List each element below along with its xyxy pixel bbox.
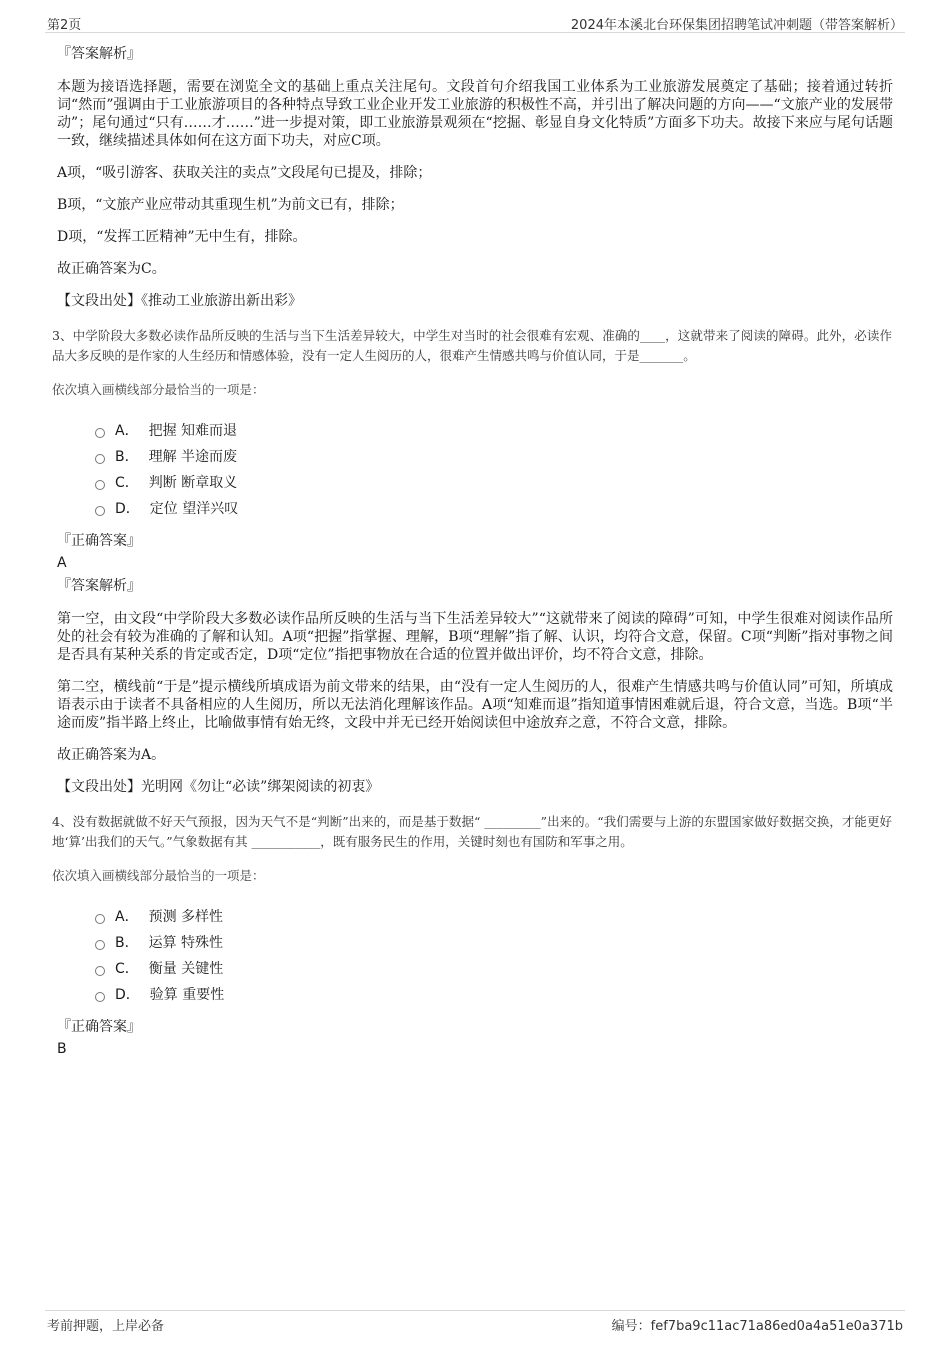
analysis-paragraph: A项，“吸引游客、获取关注的卖点”文段尾句已提及，排除； <box>57 165 432 181</box>
analysis-conclusion: 故正确答案为C。 <box>57 261 166 277</box>
analysis-paragraph: 第一空，由文段“中学阶段大多数必读作品所反映的生活与当下生活差异较大”“这就带来了阅读的障碍”可知，中学生很难对阅读作品所处的社会有较为准确的了解和认知。A项“把握”指掌握、理解，B项“理解”指了解、认识，均符合文意，保留。C项“判断”指对事物之间是否具有某种关系的肯定或否定，D项“定位”指把事物放在合适的位置并做出评价，均不符合文意，排除。 <box>57 611 893 663</box>
analysis-paragraph: D项，“发挥工匠精神”无中生有，排除。 <box>57 229 307 245</box>
option-c[interactable]: C． 衡量 关键性 <box>95 956 893 982</box>
document-title: 2024年本溪北台环保集团招聘笔试冲刺题（带答案解析） <box>570 18 903 33</box>
radio-icon[interactable] <box>95 966 105 976</box>
source-citation: 【文段出处】《推动工业旅游出新出彩》 <box>57 293 302 309</box>
question-4-options <box>95 904 893 1008</box>
radio-icon[interactable] <box>95 914 105 924</box>
page-number: 第2页 <box>47 18 82 33</box>
analysis-paragraph: 第二空，横线前“于是”提示横线所填成语为前文带来的结果，由“没有一定人生阅历的人，很难产生情感共鸣与价值认同”可知，所填成语表示由于读者不具备相应的人生阅历，所以无法消化理解该作品。A项“知难而退”指知道事情困难就后退，符合文意，当选。B项“半途而废”指半路上终止，比喻做事情有始无终，文段中并无已经开始阅读但中途放弃之意，不符合文意，排除。 <box>57 679 893 731</box>
question-4-prompt: 依次填入画横线部分最恰当的一项是： <box>52 868 265 883</box>
page-footer <box>45 1310 905 1335</box>
option-d[interactable]: D． 验算 重要性 <box>95 982 893 1008</box>
question-4-text: 4、没有数据就做不好天气预报，因为天气不是“判断”出来的，而是基于数据“ _________”出来的。“我们需要与上游的东盟国家做好数据交换，才能更好地‘算’出我们的天气。”气象数据有其 ___________，既有服务民生的作用，关键时刻也有国防和军事之用。 <box>52 814 892 849</box>
correct-answer: A <box>57 555 67 571</box>
option-d[interactable]: D． 定位 望洋兴叹 <box>95 496 893 522</box>
analysis-label: 『答案解析』 <box>57 578 141 594</box>
analysis-label: 『答案解析』 <box>57 46 141 62</box>
correct-answer-label: 『正确答案』 <box>57 533 141 549</box>
page-header <box>45 12 905 33</box>
analysis-conclusion: 故正确答案为A。 <box>57 747 166 763</box>
radio-icon[interactable] <box>95 454 105 464</box>
question-3-text: 3、中学阶段大多数必读作品所反映的生活与当下生活差异较大，中学生对当时的社会很难有宏观、准确的____，这就带来了阅读的障碍。此外，必读作品大多反映的是作家的人生经历和情感体验，没有一定人生阅历的人，很难产生情感共鸣与价值认同，于是_______。 <box>52 328 892 363</box>
document-id: 编号：fef7ba9c11ac71a86ed0a4a51e0a371b <box>611 1319 903 1334</box>
source-citation: 【文段出处】光明网《勿让“必读”绑架阅读的初衷》 <box>57 779 380 795</box>
radio-icon[interactable] <box>95 480 105 490</box>
radio-icon[interactable] <box>95 506 105 516</box>
correct-answer-label: 『正确答案』 <box>57 1019 141 1035</box>
option-b[interactable]: B． 运算 特殊性 <box>95 930 893 956</box>
analysis-paragraph: 本题为接语选择题，需要在浏览全文的基础上重点关注尾句。文段首句介绍我国工业体系为工业旅游发展奠定了基础；接着通过转折词“然而”强调由于工业旅游项目的各种特点导致工业企业开发工业旅游的积极性不高，并引出了解决问题的方向——“文旅产业的发展带动”；尾句通过“只有……才……”进一步提对策，即工业旅游景观须在“挖掘、彰显自身文化特质”方面多下功夫。故接下来应与尾句话题一致，继续描述具体如何在这方面下功夫，对应C项。 <box>57 79 893 149</box>
document-body <box>52 44 893 1062</box>
analysis-paragraph: B项，“文旅产业应带动其重现生机”为前文已有，排除； <box>57 197 404 213</box>
option-c[interactable]: C． 判断 断章取义 <box>95 470 893 496</box>
question-3-options <box>95 418 893 522</box>
radio-icon[interactable] <box>95 428 105 438</box>
question-3-prompt: 依次填入画横线部分最恰当的一项是： <box>52 382 265 397</box>
radio-icon[interactable] <box>95 940 105 950</box>
footer-slogan: 考前押题，上岸必备 <box>47 1319 165 1334</box>
option-b[interactable]: B． 理解 半途而废 <box>95 444 893 470</box>
correct-answer: B <box>57 1041 67 1057</box>
option-a[interactable]: A． 把握 知难而退 <box>95 418 893 444</box>
option-a[interactable]: A． 预测 多样性 <box>95 904 893 930</box>
radio-icon[interactable] <box>95 992 105 1002</box>
